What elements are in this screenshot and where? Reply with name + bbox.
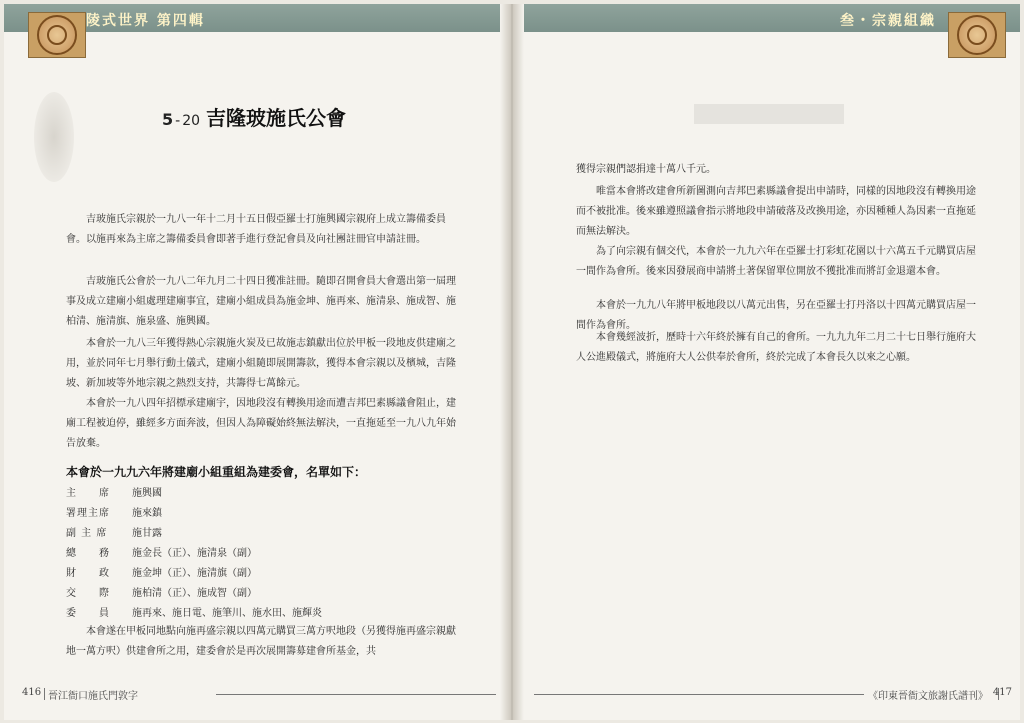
committee-names: 施柏清（正）、施成智（副） xyxy=(132,587,257,599)
committee-role: 署理主席 xyxy=(66,507,110,519)
paragraph-3: 本會於一九八三年獲得熱心宗親施火炭及已故施志鎮獻出位於甲板一段地皮供建廟之用，並於同年七月舉行動土儀式，建廟小組隨即展開籌款，獲得本會宗親以及檳城，吉隆坡、新加坡等外地宗親之熱烈支持，共籌得七萬餘元。 xyxy=(66,338,456,389)
committee-role: 主 席 xyxy=(66,487,110,499)
committee-role: 財 政 xyxy=(66,567,110,579)
committee-row xyxy=(66,521,466,541)
right-header-band xyxy=(514,4,1020,32)
footer-rule xyxy=(216,694,496,695)
paragraph-4: 本會於一九九八年將甲板地段以八萬元出售，另在亞羅士打丹洛以十四萬元購買店屋一間作為會所。 xyxy=(576,300,976,331)
footer-rule xyxy=(534,694,864,695)
chapter-heading xyxy=(162,102,346,131)
paragraph-5: 本會幾經波折，歷時十六年終於擁有自己的會所。一九九九年二月二十七日舉行施府大人公進殿儀式，將施府大人公供奉於會所，終於完成了本會長久以來之心願。 xyxy=(576,332,976,363)
chapter-dash: - xyxy=(175,113,181,129)
paragraph-3: 為了向宗親有個交代，本會於一九九六年在亞羅士打彩虹花園以十六萬五千元購買店屋一間作為會所。後來因發展商申請將土著保留單位開放不獲批准而將訂金退還本會。 xyxy=(576,246,976,277)
committee-heading: 本會於一九九六年將建廟小組重組為建委會，名單如下： xyxy=(66,465,367,479)
running-footer: 《印東晉衙文旅謝氏譜刊》 xyxy=(868,691,988,702)
chapter-subnumber: 20 xyxy=(182,113,201,129)
committee-names: 施再來、施日電、施筆川、施水田、施輝炎 xyxy=(132,607,322,619)
left-page xyxy=(4,4,510,720)
paper-smudge xyxy=(34,92,74,182)
committee-names: 施甘露 xyxy=(132,527,162,539)
chapter-number: 5 xyxy=(162,110,174,129)
paragraph-1: 吉玻施氏宗親於一九八一年十二月十五日假亞羅士打施興國宗親府上成立籌備委員會。以施再來為主席之籌備委員會即著手進行登記會員及向社團註冊官申請註冊。 xyxy=(66,214,446,245)
committee-role: 委 員 xyxy=(66,607,110,619)
committee-names: 施金長（正）、施清泉（副） xyxy=(132,547,257,559)
committee-list xyxy=(66,481,466,621)
committee-row xyxy=(66,601,466,621)
committee-names: 施興國 xyxy=(132,487,162,499)
paragraph-1: 獲得宗親們認捐達十萬八千元。 xyxy=(576,164,716,175)
committee-role: 副 主 席 xyxy=(66,527,108,539)
right-emblem-icon xyxy=(948,12,1006,58)
book-gutter xyxy=(500,4,524,720)
committee-row xyxy=(66,581,466,601)
left-emblem-icon xyxy=(28,12,86,58)
committee-role: 交 際 xyxy=(66,587,110,599)
committee-row xyxy=(66,481,466,501)
chapter-title: 吉隆玻施氏公會 xyxy=(206,106,347,130)
left-header-title: 陵式世界 第四輯 xyxy=(86,13,205,29)
closing-paragraph: 本會遂在甲板同地點向施再盛宗親以四萬元購買三萬方呎地段（另獲得施再盛宗親獻地一萬方呎）供建會所之用，建委會於是再次展開籌募建會所基金，共 xyxy=(66,626,456,657)
right-page xyxy=(514,4,1020,720)
committee-role: 總 務 xyxy=(66,547,110,559)
running-footer: 晉江衙口施氏門敦字 xyxy=(48,691,138,702)
committee-names: 施來鎮 xyxy=(132,507,162,519)
paragraph-4: 本會於一九八四年招標承建廟宇，因地段沒有轉換用途而遭吉邦巴素縣議會阻止，建廟工程被迫停，雖經多方面奔波，但因人為障礙始終無法解決，一直拖延至一九八九年始告放棄。 xyxy=(66,398,456,449)
bleed-through-shadow xyxy=(694,104,844,124)
right-header-title: 叁・宗親組織 xyxy=(840,13,936,29)
footer-bracket xyxy=(44,688,45,700)
paragraph-2: 吉玻施氏公會於一九八二年九月二十四日獲准註冊。隨即召開會員大會選出第一屆理事及成立建廟小組處理建廟事宜，建廟小組成員為施金坤、施再來、施清泉、施成智、施柏清、施清旗、施泉盛、施興國。 xyxy=(66,276,456,327)
committee-names: 施金坤（正）、施清旗（副） xyxy=(132,567,257,579)
committee-row xyxy=(66,561,466,581)
committee-row xyxy=(66,541,466,561)
page-number: 417 xyxy=(992,687,1012,698)
committee-row xyxy=(66,501,466,521)
paragraph-2: 唯當本會將改建會所新圖測向吉邦巴素縣議會提出申請時，同樣的因地段沒有轉換用途而不被批准。後來雖遵照議會指示將地段申請破落及改換用途，亦因種種人為因素一直拖延而無法解決。 xyxy=(576,186,976,237)
page-number: 416 xyxy=(22,687,42,698)
